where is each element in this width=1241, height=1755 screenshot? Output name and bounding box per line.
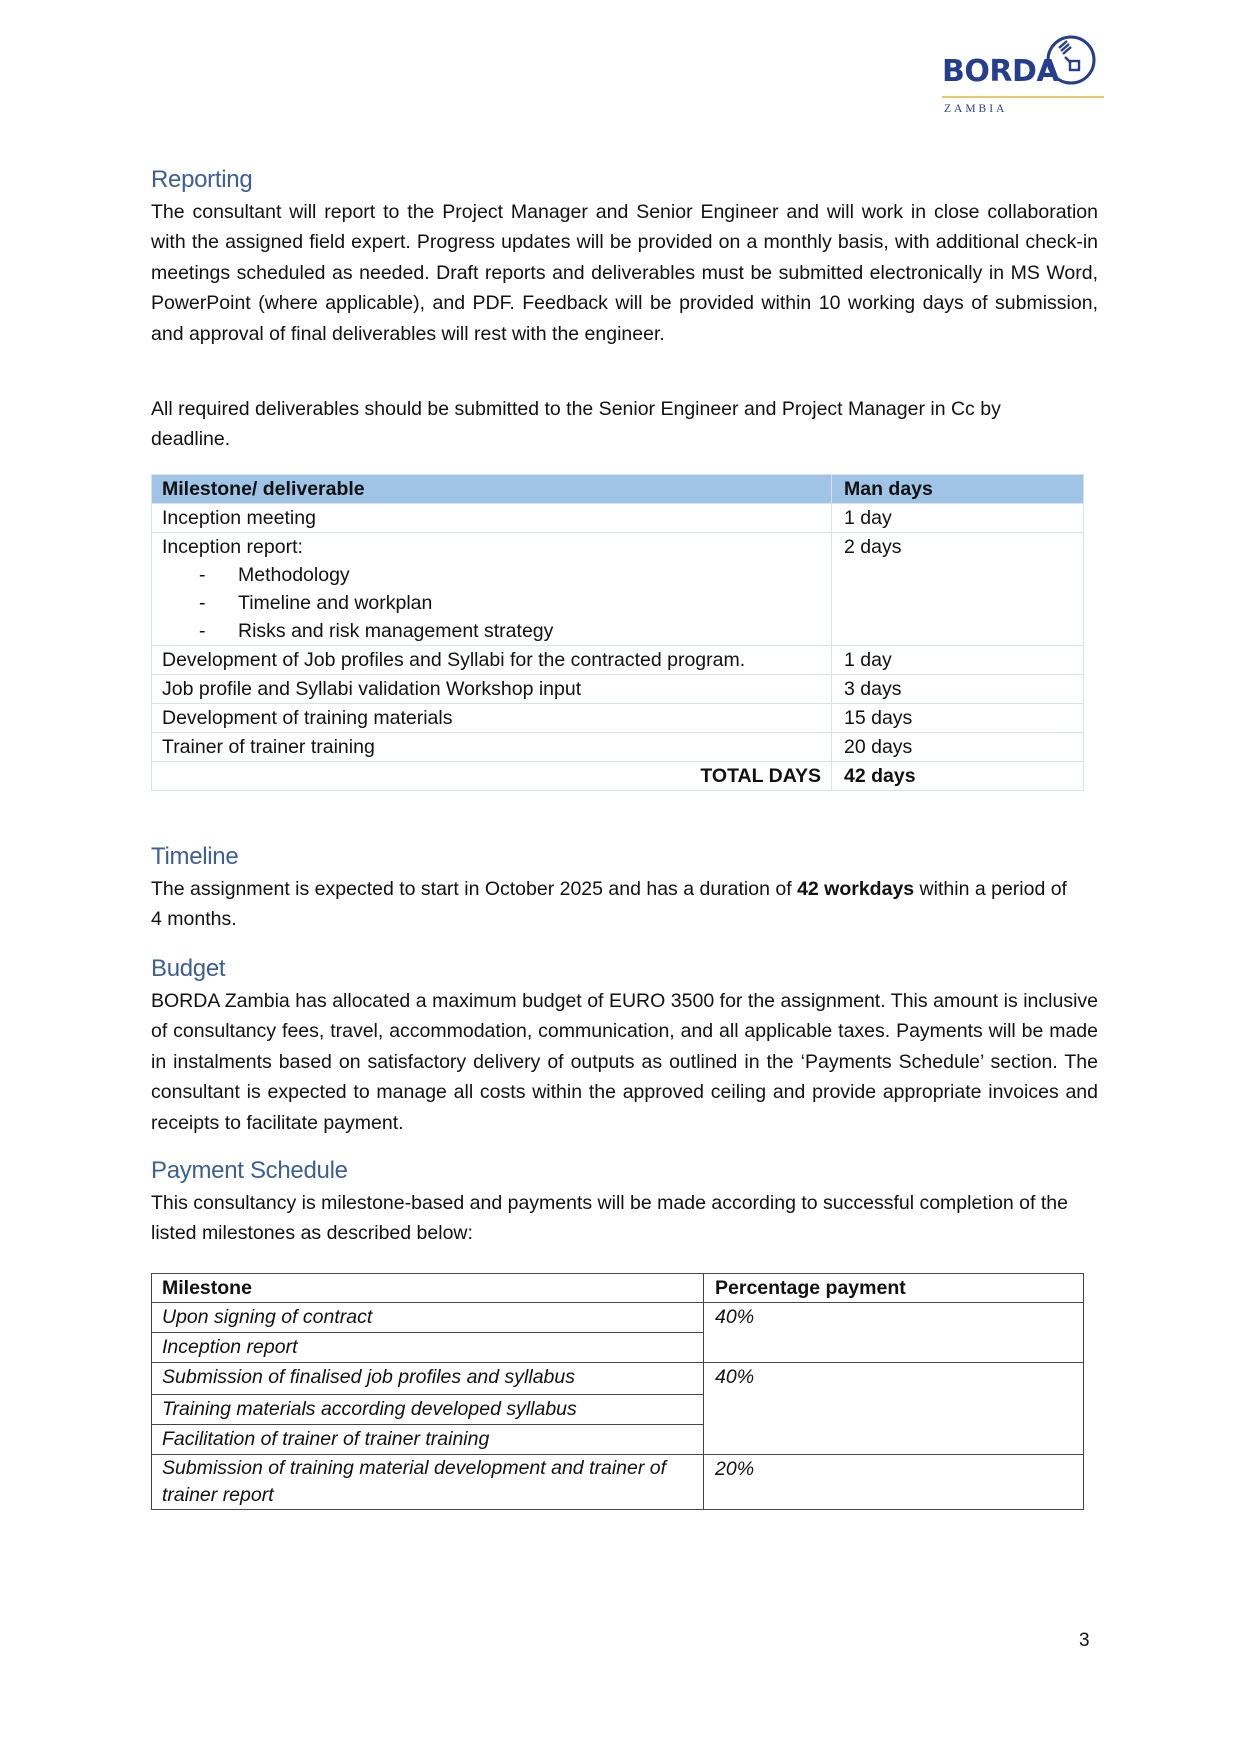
header-percentage: Percentage payment [704,1274,1084,1303]
days-cell: 1 day [832,646,1084,675]
milestone-cell: Facilitation of trainer of trainer training [152,1425,704,1455]
timeline-text-end: within a period of 4 months. [151,878,1067,931]
heading-timeline: Timeline [151,843,239,870]
percentage-cell: 40% [704,1303,1084,1363]
days-cell: 15 days [832,704,1084,733]
header-man-days: Man days [832,475,1084,504]
header-milestone: Milestone/ deliverable [152,475,832,504]
milestone-cell: Trainer of trainer training [152,733,832,762]
table-row [152,533,1084,646]
toothbrush-circle-icon [1045,34,1097,86]
days-cell: 20 days [832,733,1084,762]
sub-item-label: Methodology [238,564,350,586]
heading-payment-schedule: Payment Schedule [151,1157,348,1184]
sub-item-label: Risks and risk management strategy [238,620,554,642]
table-row [152,646,1084,675]
percentage-cell: 20% [704,1455,1084,1510]
milestone-cell [152,533,832,646]
page-number: 3 [1079,1630,1090,1651]
milestone-cell: Upon signing of contract [152,1303,704,1333]
table-row [152,1363,1084,1395]
table-row [152,733,1084,762]
timeline-duration: 42 workdays [797,878,915,900]
sub-item: - Risks and risk management strategy [199,620,554,642]
logo-rule [942,96,1104,98]
days-cell: 2 days [832,533,1084,646]
deliverables-table [151,474,1084,791]
days-cell: 1 day [832,504,1084,533]
sub-item: - Timeline and workplan [199,592,433,614]
heading-budget: Budget [151,955,226,982]
milestone-cell: Training materials according developed syllabus [152,1395,704,1425]
milestone-cell: Inception report [152,1333,704,1363]
total-label: TOTAL DAYS [152,762,832,791]
percentage-cell: 40% [704,1363,1084,1455]
sub-item-label: Timeline and workplan [238,592,433,614]
total-row [152,762,1084,791]
table-row [152,1455,1084,1510]
milestone-cell: Development of training materials [152,704,832,733]
total-value: 42 days [832,762,1084,791]
payment-table [151,1273,1084,1510]
table-row [152,1303,1084,1333]
sub-item: - Methodology [199,564,350,586]
reporting-paragraph: The consultant will report to the Project Manager and Senior Engineer and will work in close collaboration with the assigned field expert. Progress updates will be provided on a monthly basis, with additional check-in meetings scheduled as needed. Draft reports and deliverables must be submitted electronically in MS Word, PowerPoint (where applicable), and PDF. Feedback will be provided within 10 working days of submission, and approval of final deliverables will rest with the engineer. [151,201,1098,345]
header-milestone: Milestone [152,1274,704,1303]
milestone-cell: Submission of finalised job profiles and syllabus [152,1363,704,1395]
table-header-row [152,475,1084,504]
logo-subtitle: ZAMBIA [944,103,1008,115]
logo-wordmark: BORDA [942,54,1060,89]
table-row [152,704,1084,733]
table-header-row [152,1274,1084,1303]
milestone-cell: Inception meeting [152,504,832,533]
reporting-submission-paragraph: All required deliverables should be submitted to the Senior Engineer and Project Manager in Cc by deadline. [151,398,1001,451]
milestone-cell: Development of Job profiles and Syllabi for the contracted program. [152,646,832,675]
timeline-text: The assignment is expected to start in October 2025 and has a duration of [151,878,798,900]
days-cell: 3 days [832,675,1084,704]
timeline-paragraph [151,874,1081,935]
milestone-cell: Job profile and Syllabi validation Workshop input [152,675,832,704]
milestone-cell: Submission of training material development and trainer of trainer report [152,1455,704,1510]
table-row [152,675,1084,704]
milestone-label: Inception report: [162,536,303,558]
budget-paragraph: BORDA Zambia has allocated a maximum budget of EURO 3500 for the assignment. This amount is inclusive of consultancy fees, travel, accommodation, communication, and all applicable taxes. Payments will be made in instalments based on satisfactory delivery of outputs as outlined in the ‘Payments Schedule’ section. The consultant is expected to manage all costs within the approved ceiling and provide appropriate invoices and receipts to facilitate payment. [151,990,1098,1134]
payment-schedule-paragraph: This consultancy is milestone-based and payments will be made according to successful completion of the listed milestones as described below: [151,1192,1068,1245]
heading-reporting: Reporting [151,166,253,193]
borda-zambia-logo [942,30,1112,120]
table-row [152,504,1084,533]
